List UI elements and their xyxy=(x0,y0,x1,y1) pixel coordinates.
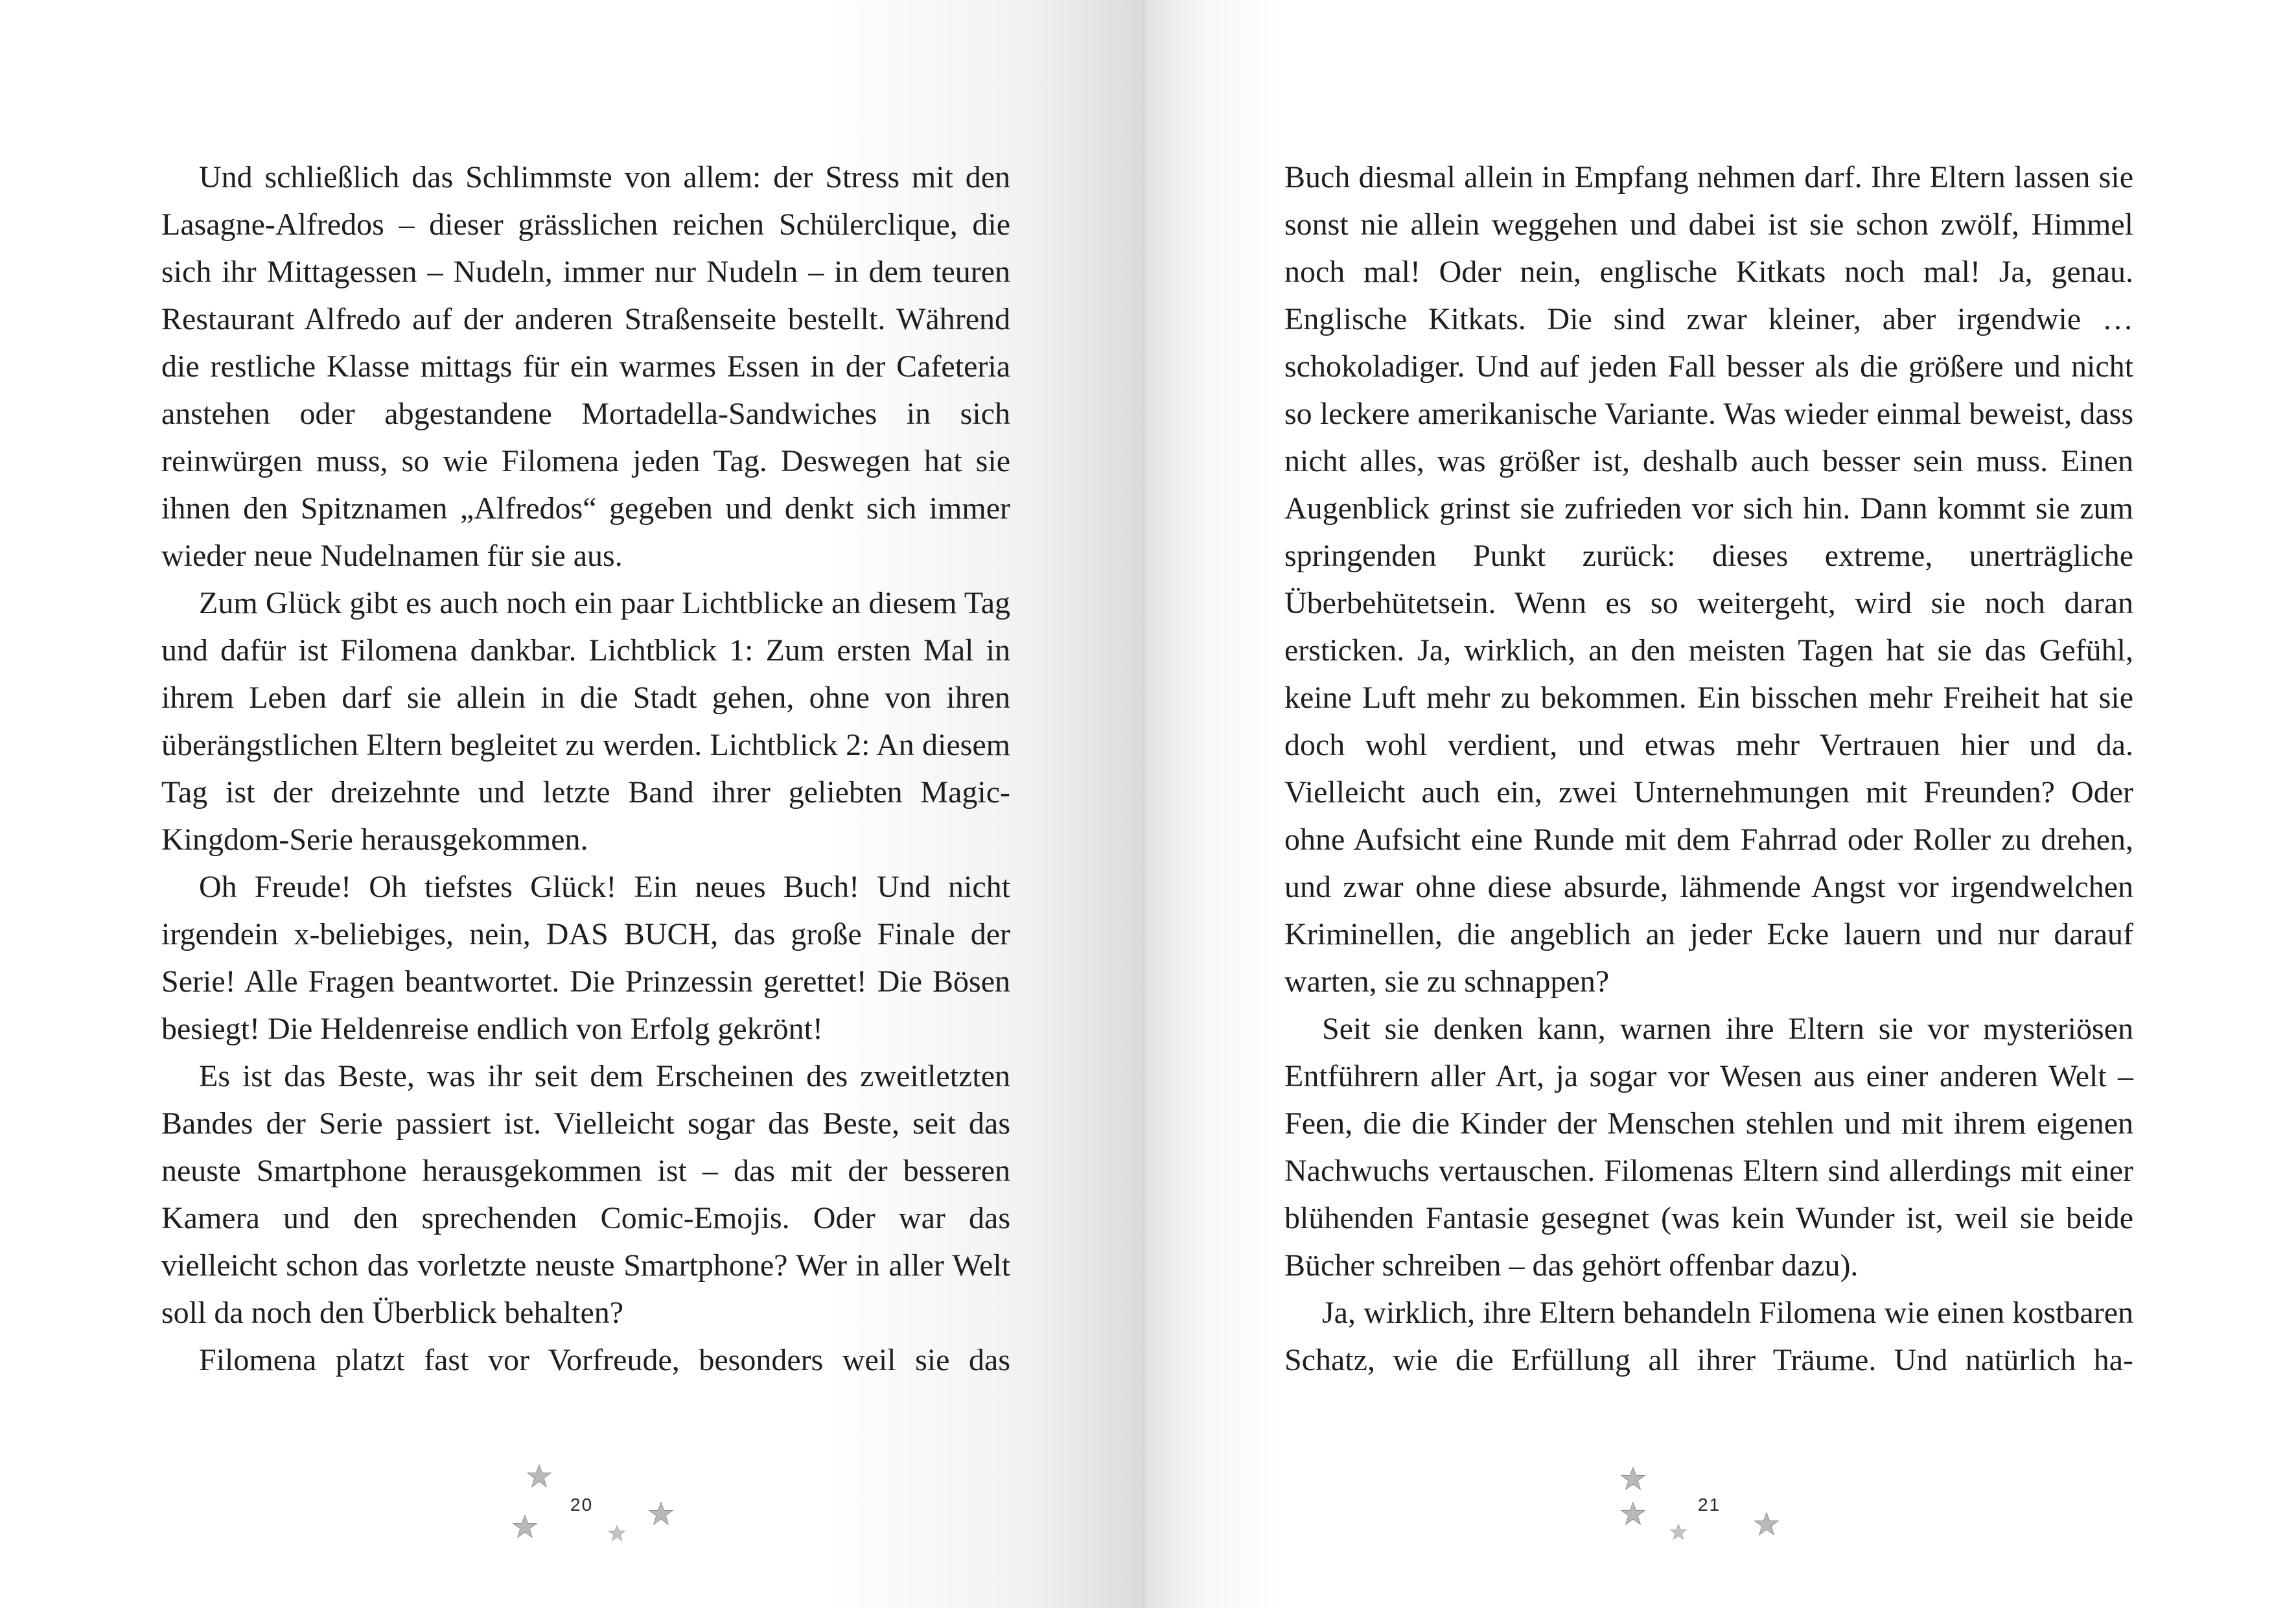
left-page-text xyxy=(161,154,1010,1384)
left-page xyxy=(0,0,1146,1608)
paragraph: Buch diesmal allein in Empfang nehmen darf. Ihre Eltern lassen sie sonst nie allein weggehen und dabei ist sie schon zwölf, Himmel noch mal! Oder nein, englische Kitkats noch mal! Ja, genau. Englische Kitkats. Die sind zwar kleiner, aber irgendwie … schokoladiger. Und auf jeden Fall besser als die größere und nicht so leckere amerikanische Variante. Was wieder einmal beweist, dass nicht alles, was größer ist, deshalb auch besser sein muss. Einen Augenblick grinst sie zufrieden vor sich hin. Dann kommt sie zum springenden Punkt zurück: dieses extreme, unerträgliche Überbehütetsein. Wenn es so weitergeht, wird sie noch daran ersticken. Ja, wirklich, an den meisten Tagen hat sie das Gefühl, keine Luft mehr zu bekommen. Ein bisschen mehr Freiheit hat sie doch wohl verdient, und etwas mehr Vertrauen hier und da. Vielleicht auch ein, zwei Unternehmungen mit Freunden? Oder ohne Aufsicht eine Runde mit dem Fahrrad oder Roller zu drehen, und zwar ohne diese absurde, lähmende Angst vor irgendwelchen Kriminellen, die angeblich an jeder Ecke lauern und nur darauf warten, sie zu schnappen? xyxy=(1284,160,2133,999)
star-ornament-icon xyxy=(608,1524,626,1543)
right-page-text xyxy=(1284,154,2133,1384)
page-number: 21 xyxy=(1698,1495,1721,1515)
right-page xyxy=(1146,0,2296,1608)
star-ornament-icon xyxy=(1620,1466,1646,1492)
star-ornament-icon xyxy=(1620,1501,1646,1527)
page-number: 20 xyxy=(570,1495,594,1515)
paragraph: Zum Glück gibt es auch noch ein paar Lichtblicke an diesem Tag und dafür ist Filomena dankbar. Lichtblick 1: Zum ersten Mal in ihrem Leben darf sie allein in die Stadt gehen, ohne von ihren überängstlichen Eltern begleitet zu werden. Lichtblick 2: An diesem Tag ist der dreizehnte und letzte Band ihrer geliebten Magic-Kingdom-Serie herausgekommen. xyxy=(161,586,1010,857)
paragraph: Es ist das Beste, was ihr seit dem Erscheinen des zweitletzten Bandes der Serie passiert ist. Vielleicht sogar das Beste, seit das neuste Smartphone herausgekommen ist – das mit der besseren Kamera und den sprechenden Comic-Emojis. Oder war das vielleicht schon das vorletzte neuste Smartphone? Wer in aller Welt soll da noch den Überblick behalten? xyxy=(161,1059,1010,1330)
star-ornament-icon xyxy=(512,1514,538,1540)
star-ornament-icon xyxy=(1669,1523,1687,1541)
star-ornament-icon xyxy=(1754,1511,1780,1537)
paragraph: Filomena platzt fast vor Vorfreude, besonders weil sie das xyxy=(199,1343,1010,1377)
paragraph: Oh Freude! Oh tiefstes Glück! Ein neues Buch! Und nicht irgendein x-beliebiges, nein, DAS BUCH, das große Finale der Serie! Alle Fragen beantwortet. Die Prinzessin gerettet! Die Bösen besiegt! Die Heldenreise endlich von Erfolg gekrönt! xyxy=(161,870,1010,1046)
paragraph: Ja, wirklich, ihre Eltern behandeln Filomena wie einen kostbaren Schatz, wie die Erfüllung all ihrer Träume. Und natürlich ha- xyxy=(1284,1296,2133,1377)
star-ornament-icon xyxy=(526,1463,552,1489)
paragraph: Seit sie denken kann, warnen ihre Eltern sie vor mysteriösen Entführern aller Art, ja sogar vor Wesen aus einer anderen Welt – Feen, die die Kinder der Menschen stehlen und mit ihrem eigenen Nachwuchs vertauschen. Filomenas Eltern sind allerdings mit einer blühenden Fantasie gesegnet (was kein Wunder ist, weil sie beide Bücher schreiben – das gehört offenbar dazu). xyxy=(1284,1012,2133,1283)
star-ornament-icon xyxy=(648,1501,674,1527)
paragraph: Und schließlich das Schlimmste von allem: der Stress mit den Lasagne-Alfredos – dieser grässlichen reichen Schülerclique, die sich ihr Mittagessen – Nudeln, immer nur Nudeln – in dem teuren Restaurant Alfredo auf der anderen Straßenseite bestellt. Während die restliche Klasse mittags für ein warmes Essen in der Cafeteria anstehen oder abgestandene Mortadella-Sandwiches in sich reinwürgen muss, so wie Filomena jeden Tag. Deswegen hat sie ihnen den Spitznamen „Alfredos“ gegeben und denkt sich immer wieder neue Nudelnamen für sie aus. xyxy=(161,160,1010,573)
